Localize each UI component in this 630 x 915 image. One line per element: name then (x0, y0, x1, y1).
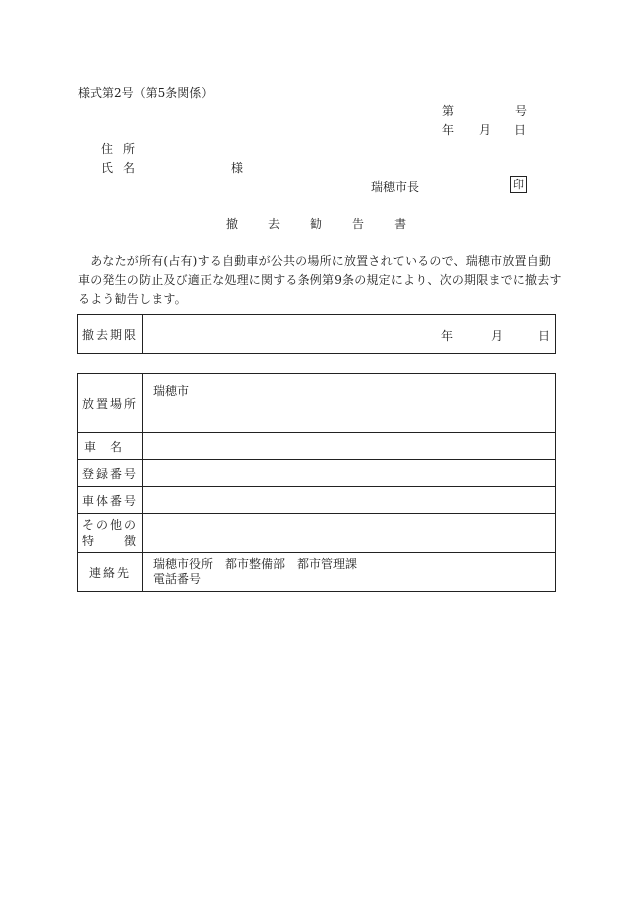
table-row (78, 374, 556, 433)
table-row (78, 553, 556, 592)
body-number-label: 車体番号 (78, 487, 143, 514)
notice-body-line: るよう勧告します。 (78, 292, 187, 306)
registration-number-label: 登録番号 (78, 460, 143, 487)
notice-body-line: 車の発生の防止及び適正な処理に関する条例第9条の規定により、次の期限までに撤去す (78, 273, 562, 287)
deadline-month-label: 月 (491, 329, 504, 343)
other-features-label (78, 514, 143, 553)
table-row (78, 514, 556, 553)
other-features-label-line: その他の (81, 518, 138, 532)
document-number-suffix: 号 (515, 104, 528, 118)
document-number-prefix: 第 (442, 104, 455, 118)
deadline-day-label: 日 (538, 329, 551, 343)
date-year-label: 年 (442, 123, 455, 137)
form-number: 様式第2号（第5条関係） (78, 86, 214, 100)
body-number-value[interactable] (143, 487, 556, 514)
recipient-honorific: 様 (231, 161, 244, 175)
date-month-label: 月 (479, 123, 492, 137)
deadline-year-label: 年 (441, 329, 454, 343)
vehicle-info-table (77, 373, 556, 592)
deadline-label: 撤去期限 (78, 315, 143, 354)
contact-label: 連絡先 (78, 553, 143, 592)
other-features-value[interactable] (143, 514, 556, 553)
notice-body (78, 252, 560, 309)
issuer-mayor: 瑞穂市長 (371, 180, 420, 194)
seal-mark: 印 (510, 176, 527, 193)
recipient-name-label: 氏名 (101, 161, 146, 175)
title-char: 勧 (310, 217, 323, 231)
title-char: 撤 (226, 217, 239, 231)
title-char: 去 (268, 217, 281, 231)
location-label: 放置場所 (78, 374, 143, 433)
title-char: 書 (394, 217, 407, 231)
table-row (78, 487, 556, 514)
contact-value (143, 553, 556, 592)
car-name-label: 車名 (78, 433, 143, 460)
contact-office: 瑞穂市役所 都市整備部 都市管理課 (153, 557, 358, 571)
table-row (78, 433, 556, 460)
date-day-label: 日 (514, 123, 527, 137)
location-value[interactable]: 瑞穂市 (143, 374, 556, 433)
car-name-value[interactable] (143, 433, 556, 460)
title-char: 告 (352, 217, 365, 231)
contact-phone-label: 電話番号 (153, 572, 202, 586)
registration-number-value[interactable] (143, 460, 556, 487)
document-title (226, 217, 406, 231)
deadline-date-field[interactable] (143, 315, 556, 354)
other-features-label-line: 特 徴 (81, 534, 138, 548)
recipient-address-label: 住所 (101, 142, 146, 156)
deadline-table (77, 314, 556, 354)
table-row (78, 460, 556, 487)
notice-body-line: あなたが所有(占有)する自動車が公共の場所に放置されているので、瑞穂市放置自動 (78, 254, 552, 268)
